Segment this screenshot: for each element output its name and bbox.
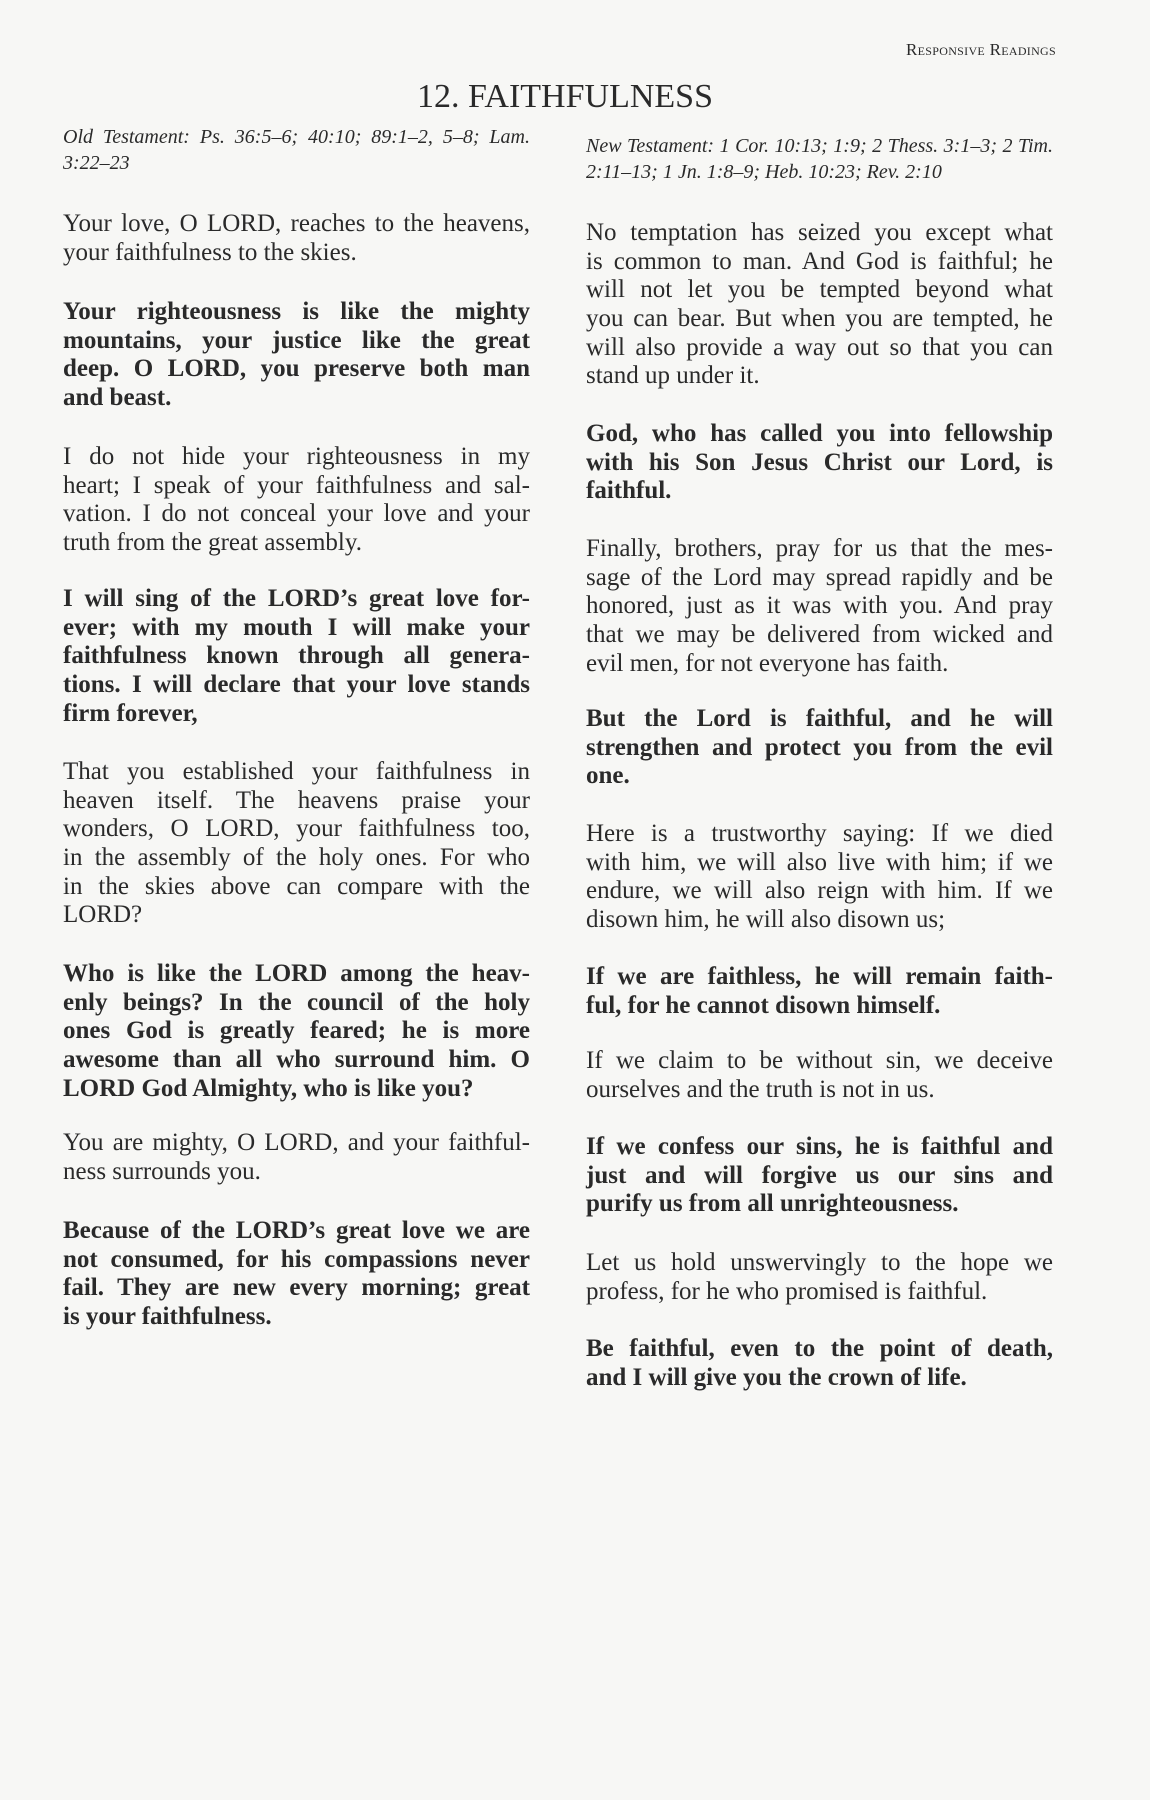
reading-line: Because of the LORD’s great love we are xyxy=(63,1217,530,1244)
leader-reading xyxy=(586,1047,1053,1104)
reading-line: vation. I do not conceal your love and your xyxy=(63,500,530,528)
reading-line: will not let you be tempted beyond what xyxy=(586,276,1053,304)
reading-line: profess, for he who promised is faithful. xyxy=(586,1277,988,1305)
congregation-response xyxy=(63,585,530,728)
reading-line: stand up under it. xyxy=(586,362,760,390)
reading-line: Let us hold unswervingly to the hope we xyxy=(586,1249,1053,1276)
reading-line: will also provide a way out so that you can xyxy=(586,333,1053,361)
reading-line: honored, just as it was with you. And pray xyxy=(586,592,1053,620)
reading-line: disown him, he will also disown us; xyxy=(586,906,946,934)
leader-reading xyxy=(586,535,1053,678)
reading-line: Be faithful, even to the point of death, xyxy=(586,1335,1053,1362)
reading-line: ones God is greatly feared; he is more xyxy=(63,1017,530,1045)
old-testament-references: Old Testament: Ps. 36:5–6; 40:10; 89:1–2, 5–8; Lam. 3:22–23 xyxy=(63,126,530,174)
reading-line: endure, we will also reign with him. If we xyxy=(586,877,1053,905)
reading-line: Your righteousness is like the mighty xyxy=(63,298,530,325)
leader-reading xyxy=(63,443,530,558)
reading-line: deep. O LORD, you preserve both man xyxy=(63,355,530,383)
reading-line: just and will forgive us our sins and xyxy=(586,1161,1053,1189)
reading-line: That you established your faithfulness in xyxy=(63,758,530,785)
reading-line: with his Son Jesus Christ our Lord, is xyxy=(586,448,1053,476)
reading-line: I do not hide your righteousness in my xyxy=(63,443,530,470)
leader-reading xyxy=(63,1129,530,1186)
reading-line: If we claim to be without sin, we deceive xyxy=(586,1047,1053,1074)
reading-line: tions. I will declare that your love stands xyxy=(63,671,530,699)
congregation-response xyxy=(586,1133,1053,1219)
reading-line: If we confess our sins, he is faithful and xyxy=(586,1133,1053,1160)
reading-line: is your faithfulness. xyxy=(63,1303,272,1331)
reading-line: enly beings? In the council of the holy xyxy=(63,988,530,1016)
reading-line: truth from the great assembly. xyxy=(63,529,362,557)
reading-line: firm forever, xyxy=(63,699,198,727)
reading-line: sage of the Lord may spread rapidly and be xyxy=(586,563,1053,591)
reading-line: evil men, for not everyone has faith. xyxy=(586,649,949,677)
leader-reading xyxy=(586,219,1053,391)
reading-line: wonders, O LORD, your faithfulness too, xyxy=(63,815,530,843)
reading-line: awesome than all who surround him. O xyxy=(63,1046,530,1074)
congregation-response xyxy=(586,1335,1053,1392)
reading-line: If we are faithless, he will remain faith- xyxy=(586,963,1053,990)
reading-line: and beast. xyxy=(63,384,172,412)
leader-reading xyxy=(63,210,530,267)
congregation-response xyxy=(586,420,1053,506)
reading-line: heaven itself. The heavens praise your xyxy=(63,786,530,814)
reading-line: You are mighty, O LORD, and your faithful- xyxy=(63,1129,530,1156)
congregation-response xyxy=(586,963,1053,1020)
reading-line: in the assembly of the holy ones. For who xyxy=(63,844,530,872)
reading-line: heart; I speak of your faithfulness and sal- xyxy=(63,471,530,499)
reading-line: Who is like the LORD among the heav- xyxy=(63,960,530,987)
running-head: Responsive Readings xyxy=(906,40,1056,59)
reading-line: ful, for he cannot disown himself. xyxy=(586,991,941,1019)
reading-line: ourselves and the truth is not in us. xyxy=(586,1075,935,1103)
leader-reading xyxy=(586,820,1053,935)
page-title: 12. FAITHFULNESS xyxy=(417,78,713,115)
congregation-response xyxy=(63,1217,530,1332)
reading-line: Your love, O LORD, reaches to the heavens, xyxy=(63,210,530,237)
reading-line: and I will give you the crown of life. xyxy=(586,1363,967,1391)
reading-line: No temptation has seized you except what xyxy=(586,219,1053,246)
congregation-response xyxy=(63,298,530,413)
reading-line: fail. They are new every morning; great xyxy=(63,1274,530,1302)
reading-line: purify us from all unrighteousness. xyxy=(586,1190,959,1218)
new-testament-references: New Testament: 1 Cor. 10:13; 1:9; 2 Thess. 3:1–3; 2 Tim. 2:11–13; 1 Jn. 1:8–9; Heb. 10:23; Rev. 2:10 xyxy=(586,135,1053,183)
reading-line: your faithfulness to the skies. xyxy=(63,238,357,266)
reading-line: God, who has called you into fellowship xyxy=(586,420,1053,447)
reading-line: faithfulness known through all genera- xyxy=(63,642,530,670)
reading-line: LORD God Almighty, who is like you? xyxy=(63,1074,474,1102)
reading-line: you can bear. But when you are tempted, he xyxy=(586,305,1053,333)
reading-line: Finally, brothers, pray for us that the mes- xyxy=(586,535,1053,562)
reading-line: Here is a trustworthy saying: If we died xyxy=(586,820,1053,847)
reading-line: I will sing of the LORD’s great love for- xyxy=(63,585,530,612)
reading-line: mountains, your justice like the great xyxy=(63,326,530,354)
reading-line: faithful. xyxy=(586,477,672,505)
reading-line: LORD? xyxy=(63,901,143,929)
leader-reading xyxy=(586,1249,1053,1306)
leader-reading xyxy=(63,758,530,930)
reading-line: in the skies above can compare with the xyxy=(63,872,530,900)
reading-line: that we may be delivered from wicked and xyxy=(586,621,1053,649)
reading-line: ness surrounds you. xyxy=(63,1157,261,1185)
congregation-response xyxy=(63,960,530,1103)
reading-line: not consumed, for his compassions never xyxy=(63,1245,530,1273)
reading-line: with him, we will also live with him; if we xyxy=(586,848,1053,876)
reading-line: strengthen and protect you from the evil xyxy=(586,733,1053,761)
reading-line: one. xyxy=(586,762,630,790)
congregation-response xyxy=(586,705,1053,791)
reading-line: But the Lord is faithful, and he will xyxy=(586,705,1053,732)
reading-line: is common to man. And God is faithful; he xyxy=(586,247,1053,275)
reading-line: ever; with my mouth I will make your xyxy=(63,613,530,641)
